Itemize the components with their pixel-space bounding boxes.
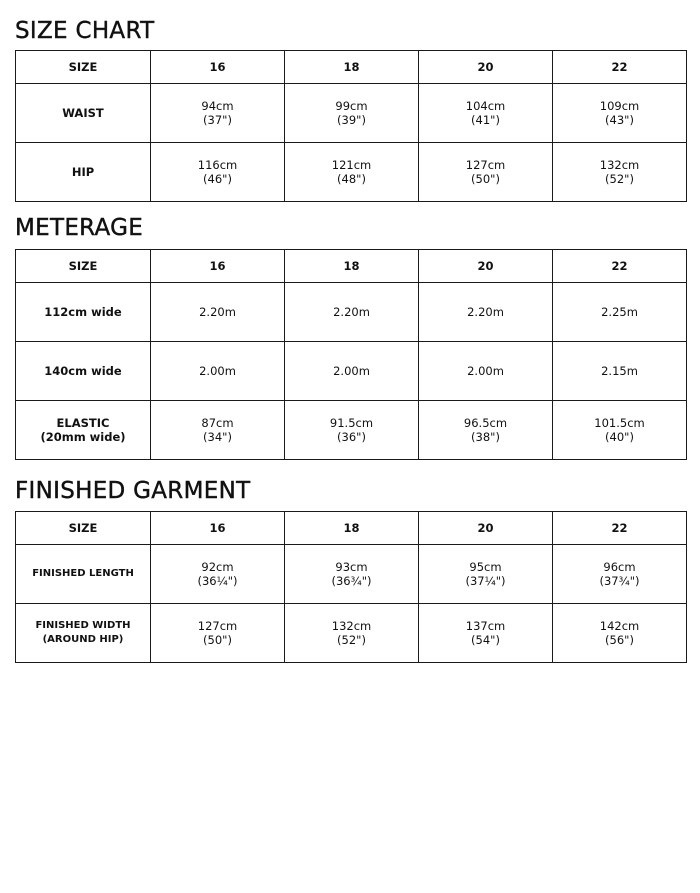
- table-cell: 2.20m: [285, 283, 419, 342]
- table-cell: 2.25m: [553, 283, 687, 342]
- table-cell: 96.5cm (38"): [419, 401, 553, 460]
- table-row: [16, 84, 687, 143]
- table-cell: 101.5cm (40"): [553, 401, 687, 460]
- table-header-row: [16, 250, 687, 283]
- table-cell: 121cm (48"): [285, 143, 419, 202]
- header-cell: 20: [419, 51, 553, 84]
- table-cell: 142cm (56"): [553, 604, 687, 663]
- finished-garment-title: FINISHED GARMENT: [15, 478, 251, 504]
- table-header-row: [16, 512, 687, 545]
- table-cell: 116cm (46"): [151, 143, 285, 202]
- table-row: [16, 143, 687, 202]
- size-chart-title: SIZE CHART: [15, 18, 155, 44]
- finished-garment-table: [15, 511, 687, 663]
- table-cell: 137cm (54"): [419, 604, 553, 663]
- table-cell: 93cm (36¾"): [285, 545, 419, 604]
- table-cell: 96cm (37¾"): [553, 545, 687, 604]
- table-header-row: [16, 51, 687, 84]
- header-cell: 22: [553, 512, 687, 545]
- table-row: [16, 545, 687, 604]
- header-cell: 16: [151, 512, 285, 545]
- header-cell: 18: [285, 250, 419, 283]
- header-cell: 18: [285, 512, 419, 545]
- table-cell: 132cm (52"): [285, 604, 419, 663]
- size-chart-table: [15, 50, 687, 202]
- table-cell: 87cm (34"): [151, 401, 285, 460]
- table-cell: 92cm (36¼"): [151, 545, 285, 604]
- header-cell: 16: [151, 250, 285, 283]
- table-cell: 2.20m: [151, 283, 285, 342]
- row-label: HIP: [16, 143, 151, 202]
- meterage-section: [15, 213, 686, 444]
- table-cell: 132cm (52"): [553, 143, 687, 202]
- meterage-title: METERAGE: [15, 215, 144, 241]
- header-cell: SIZE: [16, 512, 151, 545]
- header-cell: 20: [419, 512, 553, 545]
- header-cell: 20: [419, 250, 553, 283]
- table-row: [16, 604, 687, 663]
- meterage-table: [15, 249, 687, 460]
- table-cell: 91.5cm (36"): [285, 401, 419, 460]
- row-label: FINISHED WIDTH (AROUND HIP): [16, 604, 151, 663]
- table-row: [16, 401, 687, 460]
- table-cell: 104cm (41"): [419, 84, 553, 143]
- row-label: WAIST: [16, 84, 151, 143]
- table-cell: 2.20m: [419, 283, 553, 342]
- header-cell: 18: [285, 51, 419, 84]
- row-label: ELASTIC (20mm wide): [16, 401, 151, 460]
- table-cell: 2.15m: [553, 342, 687, 401]
- header-cell: SIZE: [16, 51, 151, 84]
- table-cell: 99cm (39"): [285, 84, 419, 143]
- row-label: 112cm wide: [16, 283, 151, 342]
- table-row: [16, 283, 687, 342]
- header-cell: 22: [553, 250, 687, 283]
- row-label: FINISHED LENGTH: [16, 545, 151, 604]
- header-cell: 16: [151, 51, 285, 84]
- table-cell: 2.00m: [151, 342, 285, 401]
- size-chart-section: [15, 16, 686, 186]
- table-cell: 95cm (37¼"): [419, 545, 553, 604]
- table-cell: 2.00m: [419, 342, 553, 401]
- header-cell: SIZE: [16, 250, 151, 283]
- table-cell: 109cm (43"): [553, 84, 687, 143]
- table-cell: 127cm (50"): [151, 604, 285, 663]
- finished-garment-section: [15, 476, 686, 647]
- table-cell: 2.00m: [285, 342, 419, 401]
- table-row: [16, 342, 687, 401]
- table-cell: 94cm (37"): [151, 84, 285, 143]
- table-cell: 127cm (50"): [419, 143, 553, 202]
- row-label: 140cm wide: [16, 342, 151, 401]
- header-cell: 22: [553, 51, 687, 84]
